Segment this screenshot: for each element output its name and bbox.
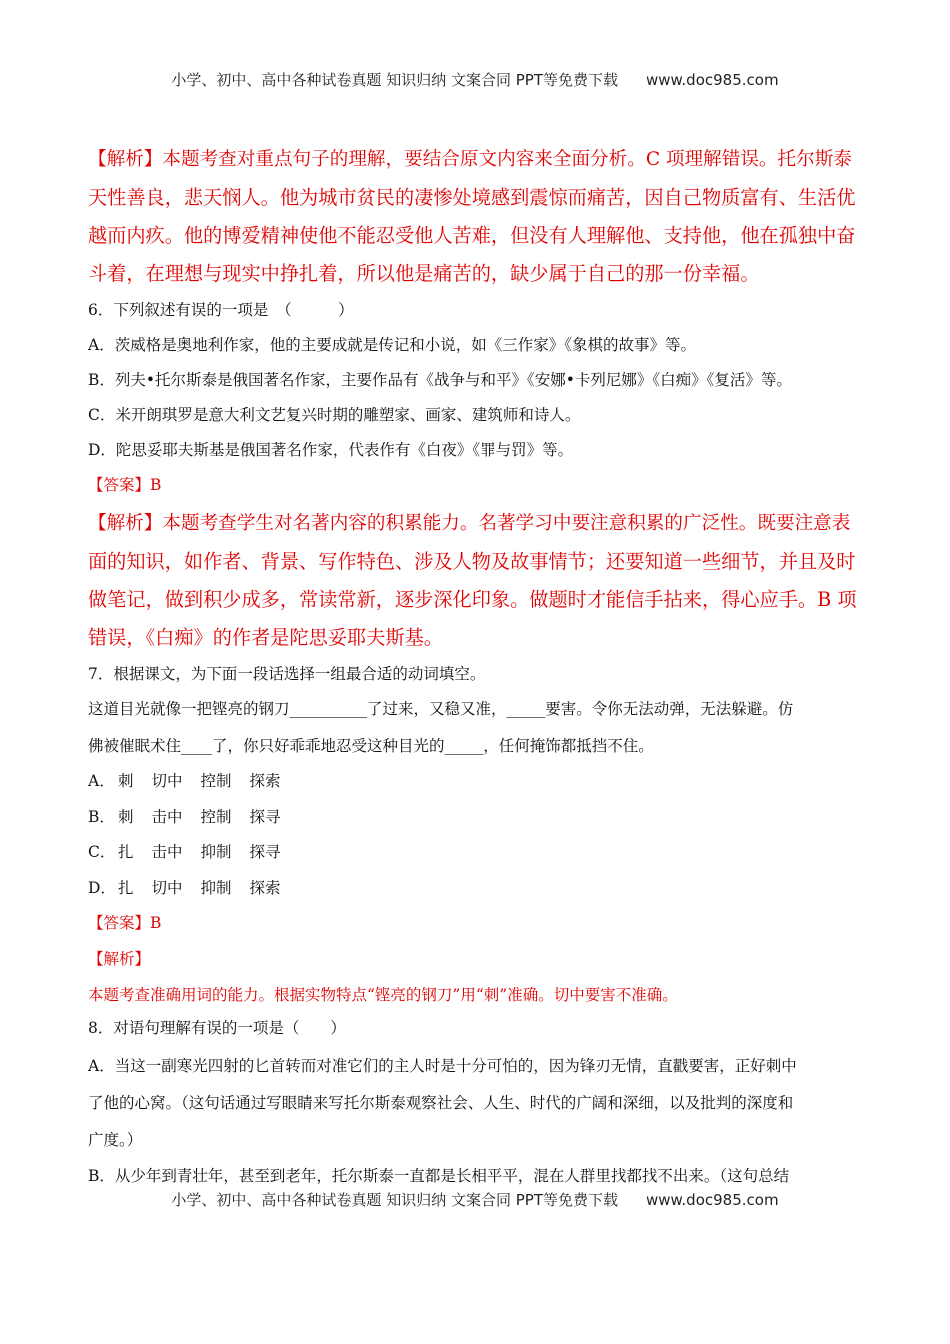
footer-text: 小学、初中、高中各种试卷真题 知识归纳 文案合同 PPT等免费下载 [171,1191,618,1209]
option-word: 击中 [151,808,183,826]
header-site[interactable]: www.doc985.com [645,71,779,89]
q8-line-1: A．当这一副寒光四射的匕首转而对准它们的主人时是十分可怕的，因为锋刃无情，直戳要害，正好刺中 [88,1057,797,1075]
option-word: 扎 [118,843,134,861]
option-word: 探寻 [249,808,281,826]
footer-site[interactable]: www.doc985.com [645,1191,779,1209]
option-word: 探索 [249,772,281,790]
option-word: 扎 [118,879,134,897]
option-word: 刺 [118,808,134,826]
option-word: 探寻 [249,843,281,861]
page-footer [0,1189,950,1210]
option-letter: D． [88,879,116,897]
q7-passage-line-1: 这道目光就像一把铿亮的钢刀__________了过来，又稳又准，_____要害。令你无法动弹，无法躲避。仿 [88,700,794,718]
option-letter: A． [88,772,115,790]
q6-option-d: D．陀思妥耶夫斯基是俄国著名作家，代表作有《白夜》《罪与罚》等。 [88,441,574,459]
option-word: 切中 [151,879,183,897]
q8-line-3: 广度。） [88,1131,143,1149]
q7-option-b [88,805,299,827]
q6-option-a: A．茨威格是奥地利作家，他的主要成就是传记和小说，如《三作家》《象棋的故事》等。 [88,336,696,354]
option-word: 击中 [151,843,183,861]
q7-option-d [88,876,299,898]
q6-option-c: C．米开朗琪罗是意大利文艺复兴时期的雕塑家、画家、建筑师和诗人。 [88,406,581,424]
q7-analysis-label: 【解析】 [88,950,151,968]
q6-analysis-line-1: 【解析】本题考查学生对名著内容的积累能力。名著学习中要注意积累的广泛性。既要注意表 [88,513,851,534]
option-word: 抑制 [200,843,232,861]
q6-option-b: B．列夫•托尔斯泰是俄国著名作家，主要作品有《战争与和平》《安娜•卡列尼娜》《白痴》《复活》等。 [88,371,792,389]
q8-line-2: 了他的心窝。（这句话通过写眼睛来写托尔斯泰观察社会、人生、时代的广阔和深细，以及批判的深度和 [88,1094,794,1112]
option-word: 控制 [200,808,232,826]
option-word: 控制 [200,772,232,790]
option-word: 刺 [118,772,134,790]
option-letter: B． [88,808,115,826]
option-letter: C． [88,843,116,861]
analysis5-line-1: 【解析】本题考查对重点句子的理解，要结合原文内容来全面分析。C 项理解错误。托尔斯泰 [88,149,852,170]
q6-answer: 【答案】B [88,476,162,494]
q8-stem: 8．对语句理解有误的一项是（ ） [88,1019,346,1037]
q6-analysis-line-2: 面的知识，如作者、背景、写作特色、涉及人物及故事情节；还要知道一些细节，并且及时 [88,550,856,573]
analysis5-line-3: 越而内疚。他的博爱精神使他不能忍受他人苦难，但没有人理解他、支持他，他在孤独中奋 [88,224,856,247]
q6-stem: 6．下列叙述有误的一项是 （ ） [88,301,354,319]
q6-analysis-line-4: 错误，《白痴》的作者是陀思妥耶夫斯基。 [88,626,443,649]
q7-stem: 7．根据课文，为下面一段话选择一组最合适的动词填空。 [88,665,486,683]
q8-line-4: B．从少年到青壮年，甚至到老年，托尔斯泰一直都是长相平平，混在人群里找都找不出来。（这句总结 [88,1167,790,1185]
q7-answer: 【答案】B [88,914,162,932]
option-word: 探索 [249,879,281,897]
analysis5-line-4: 斗着，在理想与现实中挣扎着，所以他是痛苦的，缺少属于自己的那一份幸福。 [88,262,760,285]
q6-analysis-line-3: 做笔记，做到积少成多，常读常新，逐步深化印象。做题时才能信手拈来，得心应手。B 项 [88,588,857,611]
q7-analysis: 本题考查准确用词的能力。根据实物特点“铿亮的钢刀”用“刺”准确。切中要害不准确。 [88,986,678,1004]
option-word: 切中 [151,772,183,790]
page-header [0,69,950,90]
analysis5-line-2: 天性善良，悲天悯人。他为城市贫民的凄惨处境感到震惊而痛苦，因自己物质富有、生活优 [88,186,856,209]
q7-passage-line-2: 佛被催眠术住____了，你只好乖乖地忍受这种目光的_____，任何掩饰都抵挡不住。 [88,737,654,755]
q7-option-a [88,769,299,791]
header-text: 小学、初中、高中各种试卷真题 知识归纳 文案合同 PPT等免费下载 [171,71,618,89]
q7-option-c [88,840,299,862]
option-word: 抑制 [200,879,232,897]
